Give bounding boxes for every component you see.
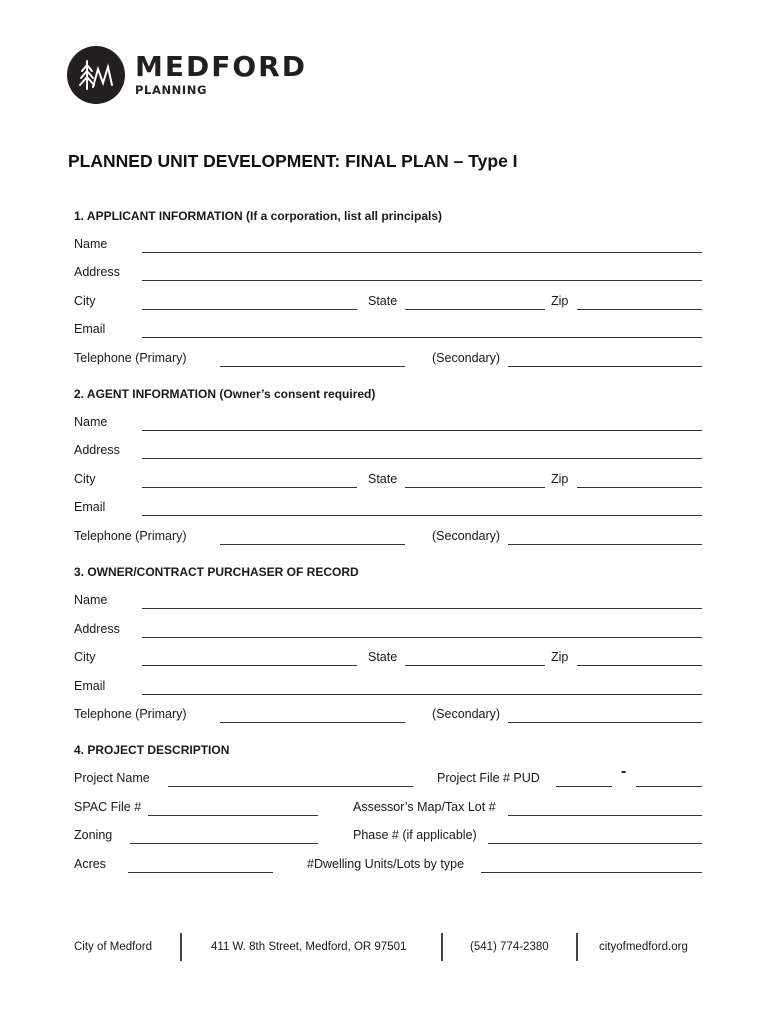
- project-name-label: Project Name: [74, 771, 150, 785]
- applicant-address-field[interactable]: [142, 280, 702, 281]
- applicant-state-label: State: [368, 294, 398, 308]
- applicant-city-field[interactable]: [142, 309, 357, 310]
- zoning-label: Zoning: [74, 828, 113, 842]
- spac-file-label: SPAC File #: [74, 800, 142, 814]
- applicant-phone-primary-field[interactable]: [220, 366, 405, 367]
- owner-state-field[interactable]: [405, 665, 545, 666]
- agent-email-field[interactable]: [142, 515, 702, 516]
- spac-file-field[interactable]: [148, 815, 318, 816]
- logo-title: MEDFORD: [135, 50, 307, 83]
- project-file-label: Project File # PUD: [437, 771, 540, 785]
- section-applicant-heading: 1. APPLICANT INFORMATION (If a corporation, list all principals): [74, 209, 443, 223]
- agent-address-field[interactable]: [142, 458, 702, 459]
- footer-website[interactable]: cityofmedford.org: [599, 941, 688, 953]
- footer-divider: [441, 933, 443, 961]
- owner-email-field[interactable]: [142, 694, 702, 695]
- zoning-field[interactable]: [130, 843, 318, 844]
- applicant-email-label: Email: [74, 322, 106, 336]
- agent-state-label: State: [368, 472, 398, 486]
- applicant-city-label: City: [74, 294, 96, 308]
- agent-phone-secondary-field[interactable]: [508, 544, 702, 545]
- owner-city-label: City: [74, 650, 96, 664]
- owner-address-label: Address: [74, 622, 120, 636]
- owner-city-field[interactable]: [142, 665, 357, 666]
- form-title: PLANNED UNIT DEVELOPMENT: FINAL PLAN – Type I: [68, 151, 518, 171]
- owner-email-label: Email: [74, 679, 106, 693]
- agent-name-label: Name: [74, 415, 108, 429]
- applicant-zip-field[interactable]: [577, 309, 702, 310]
- acres-label: Acres: [74, 857, 106, 871]
- footer-address: 411 W. 8th Street, Medford, OR 97501: [211, 941, 407, 953]
- assessor-map-label: Assessor’s Map/Tax Lot #: [353, 800, 496, 814]
- owner-zip-label: Zip: [551, 650, 569, 664]
- owner-state-label: State: [368, 650, 398, 664]
- agent-email-label: Email: [74, 500, 106, 514]
- agent-zip-field[interactable]: [577, 487, 702, 488]
- owner-phone-primary-label: Telephone (Primary): [74, 707, 187, 721]
- applicant-phone-secondary-label: (Secondary): [432, 351, 501, 365]
- agent-address-label: Address: [74, 443, 120, 457]
- footer-divider: [576, 933, 578, 961]
- footer-phone: (541) 774-2380: [470, 941, 549, 953]
- dwelling-units-field[interactable]: [481, 872, 702, 873]
- owner-phone-secondary-field[interactable]: [508, 722, 702, 723]
- footer-city: City of Medford: [74, 941, 152, 953]
- dwelling-units-label: #Dwelling Units/Lots by type: [307, 857, 465, 871]
- agent-phone-primary-label: Telephone (Primary): [74, 529, 187, 543]
- medford-planning-logo: [67, 46, 307, 104]
- project-file-dash: -: [621, 763, 627, 780]
- applicant-phone-secondary-field[interactable]: [508, 366, 702, 367]
- owner-phone-secondary-label: (Secondary): [432, 707, 501, 721]
- applicant-name-label: Name: [74, 237, 108, 251]
- footer-divider: [180, 933, 182, 961]
- project-file-field-part2[interactable]: [636, 786, 702, 787]
- phase-label: Phase # (if applicable): [353, 828, 477, 842]
- agent-city-field[interactable]: [142, 487, 357, 488]
- owner-zip-field[interactable]: [577, 665, 702, 666]
- section-project-heading: 4. PROJECT DESCRIPTION: [74, 743, 230, 757]
- assessor-map-field[interactable]: [508, 815, 702, 816]
- owner-phone-primary-field[interactable]: [220, 722, 405, 723]
- tree-logo-icon: [67, 46, 125, 104]
- applicant-phone-primary-label: Telephone (Primary): [74, 351, 187, 365]
- applicant-email-field[interactable]: [142, 337, 702, 338]
- applicant-zip-label: Zip: [551, 294, 569, 308]
- agent-phone-primary-field[interactable]: [220, 544, 405, 545]
- applicant-state-field[interactable]: [405, 309, 545, 310]
- agent-city-label: City: [74, 472, 96, 486]
- project-file-field-part1[interactable]: [556, 786, 612, 787]
- applicant-address-label: Address: [74, 265, 120, 279]
- owner-name-field[interactable]: [142, 608, 702, 609]
- owner-address-field[interactable]: [142, 637, 702, 638]
- owner-name-label: Name: [74, 593, 108, 607]
- agent-state-field[interactable]: [405, 487, 545, 488]
- applicant-name-field[interactable]: [142, 252, 702, 253]
- agent-zip-label: Zip: [551, 472, 569, 486]
- section-owner-heading: 3. OWNER/CONTRACT PURCHASER OF RECORD: [74, 565, 359, 579]
- section-agent-heading: 2. AGENT INFORMATION (Owner’s consent required): [74, 387, 376, 401]
- project-name-field[interactable]: [168, 786, 413, 787]
- logo-subtitle: PLANNING: [135, 83, 208, 97]
- agent-name-field[interactable]: [142, 430, 702, 431]
- agent-phone-secondary-label: (Secondary): [432, 529, 501, 543]
- phase-field[interactable]: [488, 843, 702, 844]
- acres-field[interactable]: [128, 872, 273, 873]
